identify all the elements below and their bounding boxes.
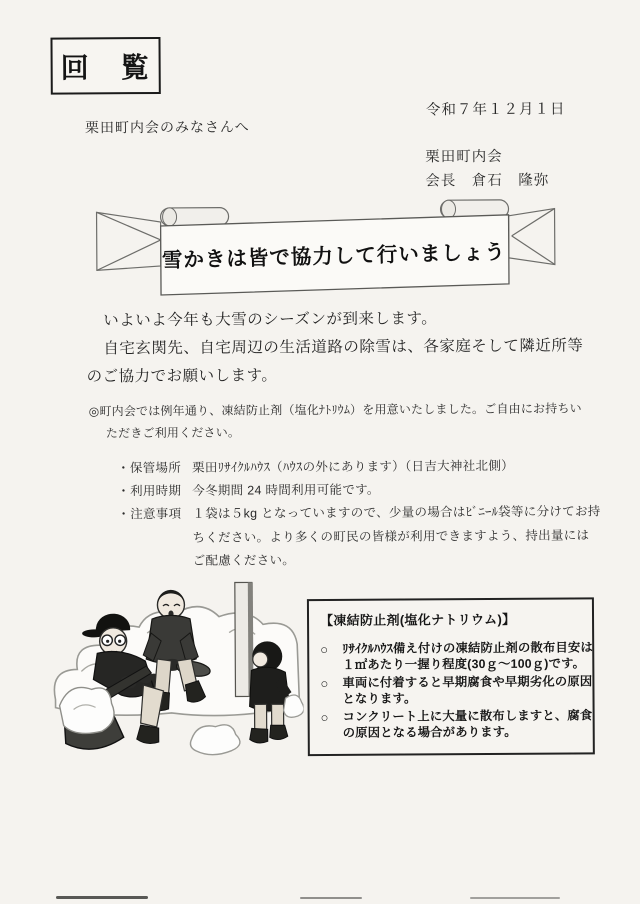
organization-name: 栗田町内会 xyxy=(425,148,503,166)
detail-value-period: 今冬期間 24 時間利用可能です。 xyxy=(192,482,380,498)
circulation-stamp-label: 回 覧 xyxy=(60,51,151,84)
info-box-item xyxy=(320,708,593,742)
detail-value-cautions-line3: ご配慮ください。 xyxy=(192,553,296,568)
document-date: 令和７年１２月１日 xyxy=(425,101,566,119)
body-line-3: のご協力でお願いします。 xyxy=(86,367,278,386)
detail-value-storage: 栗田ﾘｻｲｸﾙﾊｳｽ（ﾊｳｽの外にあります）（日吉大神社北側） xyxy=(192,458,514,475)
info-item3-line2: の原因となる場合があります。 xyxy=(342,724,517,740)
body-line-2: 自宅玄関先、自宅周辺の生活道路の除雪は、各家庭そして隣近所等 xyxy=(103,337,584,358)
detail-label-period: ・利用時期 xyxy=(117,483,182,499)
body-line-1: いよいよ今年も大雪のシーズンが到来します。 xyxy=(103,310,438,330)
info-item1-line1: ﾘｻｲｸﾙﾊｳｽ備え付けの凍結防止剤の散布目安は xyxy=(342,640,594,656)
circle-bullet-icon: ○ xyxy=(320,675,329,691)
detail-value-cautions-line1: １袋は５kg となっていますので、少量の場合はﾋﾞﾆｰﾙ袋等に分けてお持 xyxy=(192,504,601,521)
notice-line-2: ただきご利用ください。 xyxy=(105,425,241,441)
info-box-title: 【凍結防止剤(塩化ナトリウム)】 xyxy=(319,611,516,629)
info-box-item xyxy=(320,640,594,674)
info-item1-line2: １㎡あたり一握り程度(30ｇ～100ｇ)です。 xyxy=(342,656,586,672)
detail-label-cautions: ・注意事項 xyxy=(117,506,182,522)
snow-shoveling-illustration xyxy=(51,580,304,770)
info-item2-line1: 車両に付着すると早期腐食や早期劣化の原因 xyxy=(342,674,593,690)
deicing-agent-info-box xyxy=(307,597,595,756)
addressee-line: 栗田町内会のみなさんへ xyxy=(84,118,250,136)
circle-bullet-icon: ○ xyxy=(320,641,329,658)
detail-value-cautions-line2: ちください。より多くの町民の皆様が利用できますよう、持出量には xyxy=(192,528,590,545)
scan-artifact xyxy=(300,897,362,899)
info-item2-line2: となります。 xyxy=(342,691,417,706)
circle-bullet-icon: ○ xyxy=(320,709,329,725)
scan-artifact xyxy=(56,896,148,899)
banner-title: 雪かきは皆で協力して行いましょう xyxy=(161,240,507,273)
detail-label-storage: ・保管場所 xyxy=(117,460,182,476)
info-box-item xyxy=(320,674,593,708)
info-item3-line1: コンクリート上に大量に散布しますと、腐食 xyxy=(342,708,593,724)
scan-artifact xyxy=(470,897,560,899)
circulation-stamp-box xyxy=(50,37,160,95)
chairman-name: 会長 倉石 隆弥 xyxy=(425,172,550,190)
notice-line-1: ◎町内会では例年通り、凍結防止剤（塩化ﾅﾄﾘｳﾑ）を用意いたしました。ご自由にお持ちい xyxy=(88,401,582,419)
